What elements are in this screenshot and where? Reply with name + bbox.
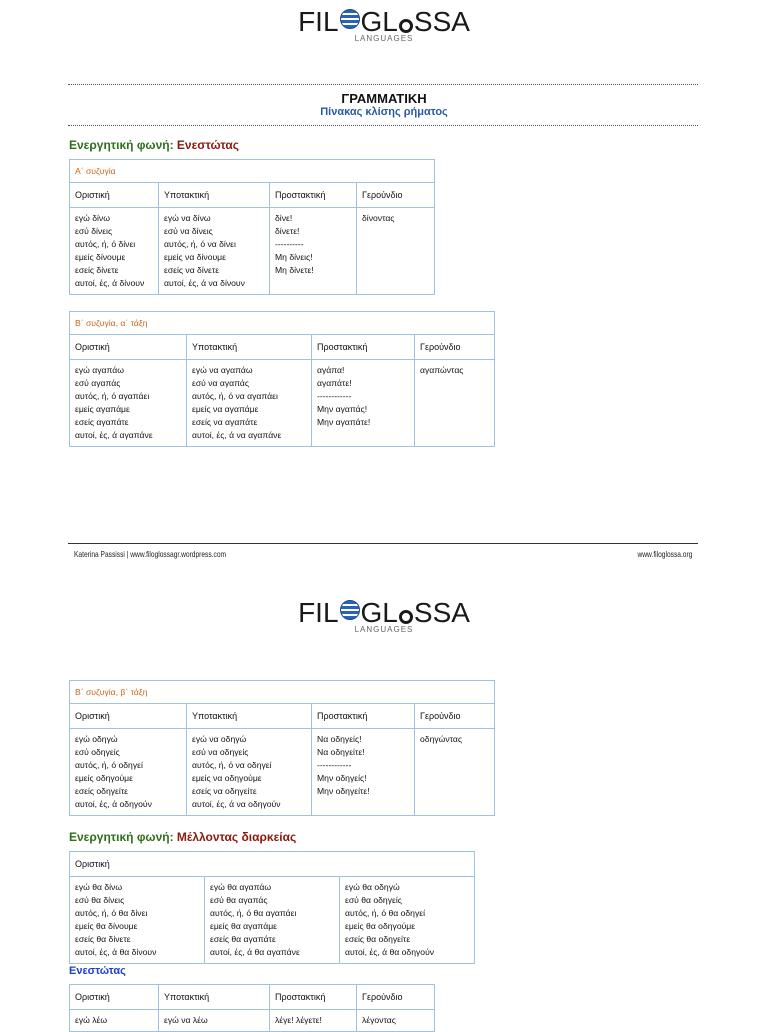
subjunctive-forms: εγώ να λέω: [159, 1010, 270, 1032]
subjunctive-forms: εγώ να οδηγώ εσύ να οδηγείς αυτός, ή, ό να οδηγεί εμείς να οδηγούμε εσείς να οδηγείτε αυτοί, ές, ά να οδηγούν: [187, 729, 312, 816]
future-dino-forms: εγώ θα δίνω εσύ θα δίνεις αυτός, ή, ό θα δίνει εμείς θα δίνουμε εσείς θα δίνετε αυτοί, ές, ά θα δίνουν: [70, 877, 205, 964]
greek-flag-icon: [340, 9, 360, 29]
future-continuous-table: [69, 851, 475, 964]
header-subjunctive: Υποτακτική: [159, 985, 270, 1010]
logo-o-ring-icon: [399, 610, 413, 624]
gerund-forms: αγαπώντας: [415, 360, 495, 447]
header-subjunctive: Υποτακτική: [187, 335, 312, 360]
header-gerund: Γερούνδιο: [415, 704, 495, 729]
section-heading-present: Ενεργητική φωνή: Ενεστώτας: [69, 138, 239, 152]
header-indicative: Οριστική: [70, 704, 187, 729]
conjugation-table-b2: [69, 680, 495, 816]
imperative-forms: Να οδηγείς! Να οδηγείτε! ------------ Μην οδηγείς! Μην οδηγείτε!: [312, 729, 415, 816]
imperative-forms: λέγε! λέγετε!: [270, 1010, 357, 1032]
section-heading-future-continuous: Ενεργητική φωνή: Μέλλοντας διαρκείας: [69, 830, 297, 844]
header-gerund: Γερούνδιο: [357, 985, 435, 1010]
header-subjunctive: Υποτακτική: [159, 183, 270, 208]
conjugation-table-a: [69, 159, 435, 295]
table-caption: Α΄ συζυγία: [70, 160, 435, 183]
indicative-forms: εγώ λέω: [70, 1010, 159, 1032]
gerund-forms: λέγοντας: [357, 1010, 435, 1032]
header-indicative: Οριστική: [70, 852, 475, 877]
footer-site-link[interactable]: www.filoglossa.org: [637, 549, 692, 559]
filoglossa-logo-page2: FIL GL SSA LANGUAGES: [298, 597, 470, 634]
page-subtitle: Πίνακας κλίσης ρήματος: [320, 106, 448, 118]
greek-flag-icon: [340, 600, 360, 620]
header-imperative: Προστακτική: [270, 183, 357, 208]
subjunctive-forms: εγώ να αγαπάω εσύ να αγαπάς αυτός, ή, ό να αγαπάει εμείς να αγαπάμε εσείς να αγαπάτε αυτοί, ές, ά να αγαπάνε: [187, 360, 312, 447]
conjugation-table-b1: [69, 311, 495, 447]
header-gerund: Γερούνδιο: [357, 183, 435, 208]
imperative-forms: δίνε! δίνετε! ---------- Μη δίνεις! Μη δίνετε!: [270, 208, 357, 295]
future-odigo-forms: εγώ θα οδηγώ εσύ θα οδηγείς αυτός, ή, ό θα οδηγεί εμείς θα οδηγούμε εσείς θα οδηγείτε αυτοί, ές, ά θα οδηγούν: [340, 877, 475, 964]
table-caption: Β΄ συζυγία, α΄ τάξη: [70, 312, 495, 335]
indicative-forms: εγώ δίνω εσύ δίνεις αυτός, ή, ό δίνει εμείς δίνουμε εσείς δίνετε αυτοί, ές, ά δίνουν: [70, 208, 159, 295]
logo-o-ring-icon: [399, 19, 413, 33]
section-heading-present-2: Ενεστώτας: [69, 965, 126, 977]
future-agapao-forms: εγώ θα αγαπάω εσύ θα αγαπάς αυτός, ή, ό θα αγαπάει εμείς θα αγαπάμε εσείς θα αγαπάτε αυτοί, ές, ά θα αγαπάνε: [205, 877, 340, 964]
filoglossa-logo: FIL GL SSA LANGUAGES: [298, 6, 470, 43]
header-indicative: Οριστική: [70, 335, 187, 360]
indicative-forms: εγώ αγαπάω εσύ αγαπάς αυτός, ή, ό αγαπάει εμείς αγαπάμε εσείς αγαπάτε αυτοί, ές, ά αγαπάνε: [70, 360, 187, 447]
footer-author-link[interactable]: Katerina Passissi | www.filoglossagr.wordpress.com: [74, 549, 227, 559]
header-indicative: Οριστική: [70, 183, 159, 208]
header-gerund: Γερούνδιο: [415, 335, 495, 360]
divider-top: [68, 84, 698, 85]
footer-rule: [68, 543, 698, 544]
gerund-forms: δίνοντας: [357, 208, 435, 295]
divider-bottom: [68, 125, 698, 126]
page-title: ΓΡΑΜΜΑΤΙΚΗ: [341, 91, 427, 106]
header-indicative: Οριστική: [70, 985, 159, 1010]
header-imperative: Προστακτική: [312, 335, 415, 360]
indicative-forms: εγώ οδηγώ εσύ οδηγείς αυτός, ή, ό οδηγεί εμείς οδηγούμε εσείς οδηγείτε αυτοί, ές, ά οδηγούν: [70, 729, 187, 816]
subjunctive-forms: εγώ να δίνω εσύ να δίνεις αυτός, ή, ό να δίνει εμείς να δίνουμε εσείς να δίνετε αυτοί, ές, ά να δίνουν: [159, 208, 270, 295]
header-imperative: Προστακτική: [312, 704, 415, 729]
header-subjunctive: Υποτακτική: [187, 704, 312, 729]
imperative-forms: αγάπα! αγαπάτε! ------------ Μην αγαπάς! Μην αγαπάτε!: [312, 360, 415, 447]
gerund-forms: οδηγώντας: [415, 729, 495, 816]
table-caption: Β΄ συζυγία, β΄ τάξη: [70, 681, 495, 704]
header-imperative: Προστακτική: [270, 985, 357, 1010]
conjugation-table-lego: [69, 984, 435, 1032]
